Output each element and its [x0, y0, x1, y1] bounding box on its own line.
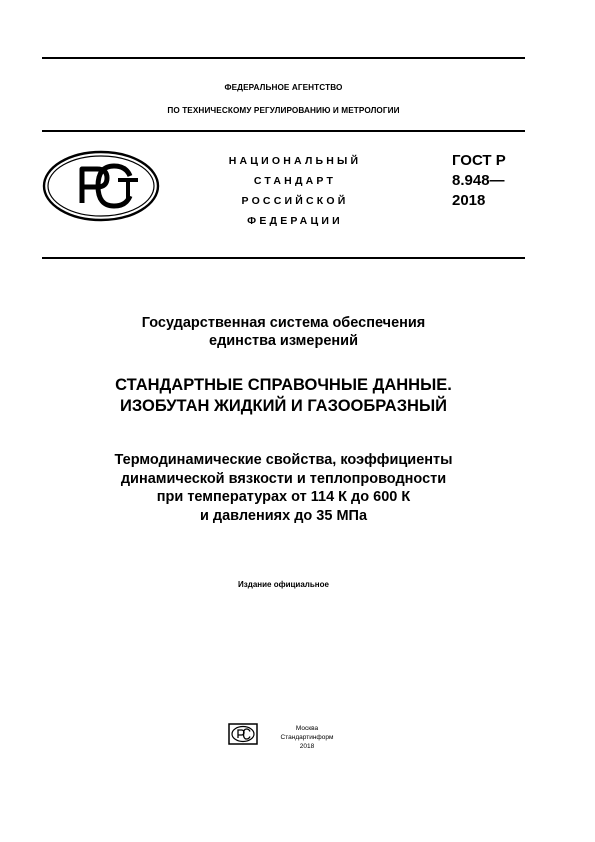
national-standard-line-3: РОССИЙСКОЙ [241, 195, 349, 207]
national-standard-line-2: СТАНДАРТ [253, 175, 337, 187]
gost-number [452, 151, 506, 211]
agency-line-2: ПО ТЕХНИЧЕСКОМУ РЕГУЛИРОВАНИЮ И МЕТРОЛОГИИ [167, 106, 400, 115]
publisher-block [262, 724, 352, 751]
main-title-line-1: СТАНДАРТНЫЕ СПРАВОЧНЫЕ ДАННЫЕ. [115, 376, 452, 394]
main-title-line-2: ИЗОБУТАН ЖИДКИЙ И ГАЗООБРАЗНЫЙ [120, 397, 447, 415]
publisher-city: Москва [295, 725, 319, 732]
national-standard-line-1: НАЦИОНАЛЬНЫЙ [228, 155, 362, 167]
agency-line-1: ФЕДЕРАЛЬНОЕ АГЕНТСТВО [224, 83, 343, 92]
official-edition: Издание официальное [238, 580, 329, 589]
national-standard-line-4: ФЕДЕРАЦИИ [247, 215, 343, 227]
subtitle [42, 451, 525, 525]
subtitle-line-1: Термодинамические свойства, коэффициенты [114, 452, 453, 468]
header-rule [42, 130, 525, 132]
publisher-year: 2018 [299, 743, 315, 750]
top-rule [42, 57, 525, 59]
gost-line-2: 8.948— [452, 172, 505, 189]
national-standard-block [210, 151, 380, 231]
system-title-line-1: Государственная система обеспечения [141, 315, 426, 331]
system-title-line-2: единства измерений [209, 333, 358, 349]
publisher-name: Стандартинформ [280, 734, 334, 741]
system-title [42, 314, 525, 350]
gost-line-1: ГОСТ Р [452, 152, 506, 169]
subtitle-line-4: и давлениях до 35 МПа [199, 507, 368, 524]
subtitle-line-3: при температурах от 114 К до 600 К [156, 489, 411, 505]
subtitle-line-2: динамической вязкости и теплопроводности [120, 470, 447, 487]
standartinform-logo-icon [228, 723, 258, 750]
block-rule [42, 257, 525, 259]
gost-line-3: 2018 [452, 192, 486, 209]
rst-logo-icon [42, 150, 160, 227]
main-title [42, 375, 525, 417]
